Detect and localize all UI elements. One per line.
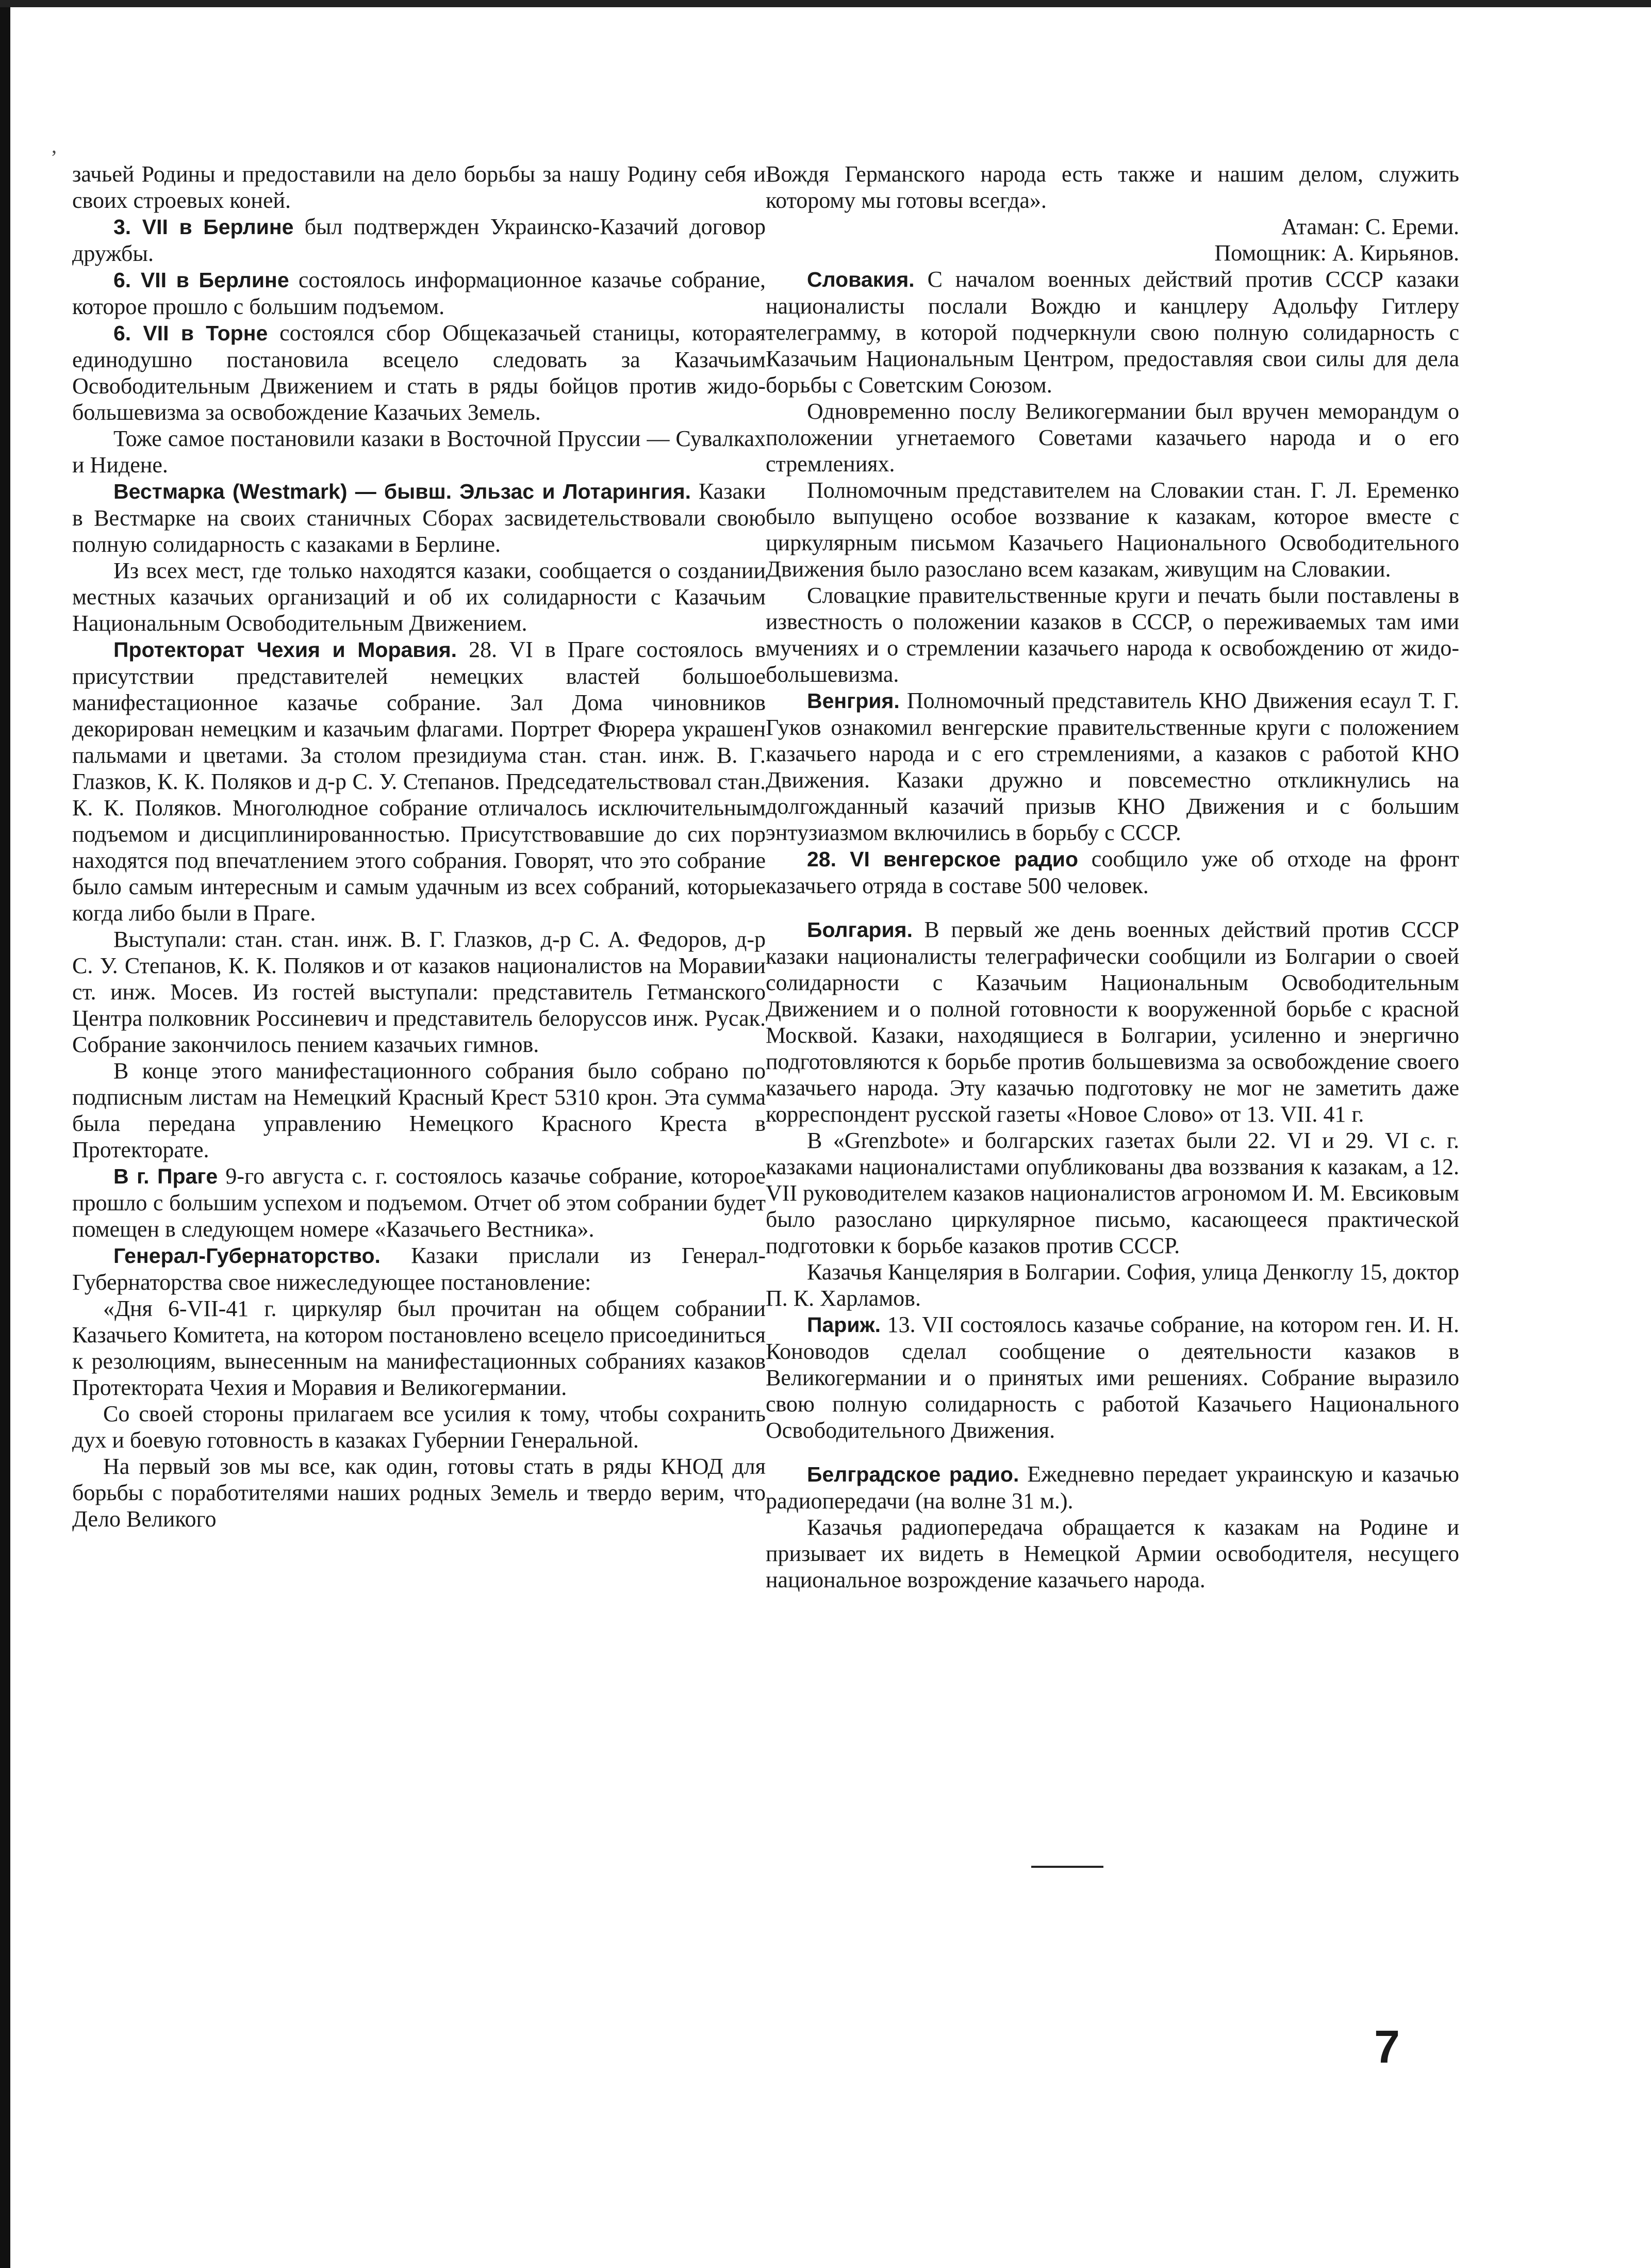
- paragraph-text: Казачья радиопередача обращается к казакам на Родине и призывает их видеть в Немецкой Армии освободителя, несущего национальное возрождение казачьего народа.: [766, 1515, 1459, 1592]
- paragraph-text: Тоже самое постановили казаки в Восточной Пруссии — Сувалках и Нидене.: [72, 426, 766, 478]
- quoted-paragraph: [72, 1453, 766, 1532]
- quoted-paragraph: [72, 1295, 766, 1401]
- section-heading: Словакия.: [807, 268, 915, 291]
- quoted-paragraph: [72, 1401, 766, 1453]
- signature-line: [766, 240, 1459, 266]
- section-heading: 28. VI венгерское радио: [807, 847, 1079, 871]
- paragraph-text: состоялось информационное казачье собрание, которое прошло с большим подъемом.: [72, 267, 766, 319]
- paragraph-text: Полномочным представителем на Словакии стан. Г. Л. Еременко было выпущено особое воззвание к казакам, которое вместе с циркулярным письмом Казачьего Национального Освободительного Движения было разослано всем казакам, живущим на Словакии.: [766, 478, 1459, 582]
- section-paragraph: [72, 267, 766, 320]
- right-column: [766, 161, 1459, 1593]
- section-heading: Венгрия.: [807, 689, 900, 713]
- signature-line: [766, 213, 1459, 240]
- paragraph: [766, 161, 1459, 213]
- paragraph-text: Одновременно послу Великогермании был вручен меморандум о положении угнетаемого Советами казачьего народа и о его стремлениях.: [766, 399, 1459, 476]
- paragraph-text: В конце этого манифестационного собрания было собрано по подписным листам на Немецкий Красный Крест 5310 крон. Эта сумма была передана управлению Немецкого Красного Креста в Протекторате.: [72, 1058, 766, 1162]
- paragraph-text: Ежедневно передает украинскую и казачью радиопередачи (на волне 31 м.).: [766, 1461, 1459, 1514]
- paragraph-text: Полномочный представитель КНО Движения есаул Т. Г. Гуков ознакомил венгерские правительственные круги с положением казачьего народа и с его стремлениями, а казаков с работой КНО Движения. Казаки дружно и повсеместно откликнулись на долгожданный казачий призыв КНО Движения и с большим энтузиазмом включились в борьбу с СССР.: [766, 688, 1459, 845]
- paragraph: [72, 425, 766, 478]
- section-heading: 6. VII в Берлине: [113, 268, 289, 292]
- section-paragraph: [72, 636, 766, 926]
- paragraph-text: Помощник: А. Кирьянов.: [1214, 240, 1459, 266]
- paragraph: [766, 1127, 1459, 1259]
- section-heading: Вестмарка (Westmark) — бывш. Эльзас и Лотарингия.: [113, 480, 691, 503]
- left-column: [72, 161, 766, 1532]
- paragraph-text: 13. VII состоялось казачье собрание, на котором ген. И. Н. Коноводов сделал сообщение о деятельности казаков в Великогермании и о принятых ими решениях. Собрание выразило свою полную солидарность с работой Казачьего Национального Освободительного Движения.: [766, 1312, 1459, 1443]
- section-heading: Белградское радио.: [807, 1462, 1019, 1486]
- paragraph-text: Выступали: стан. стан. инж. В. Г. Глазков, д-р С. А. Федоров, д-р С. У. Степанов, К. К. Поляков и от казаков националистов на Моравии ст. инж. Мосев. Из гостей выступали: представитель Гетманского Центра полковник Россиневич и представитель белоруссов инж. Русак. Собрание закончилось пением казачьих гимнов.: [72, 927, 766, 1057]
- paragraph: [72, 161, 766, 213]
- section-paragraph: [766, 846, 1459, 899]
- paragraph-text: «Дня 6-VII-41 г. циркуляр был прочитан на общем собрании Казачьего Комитета, на котором постановлено всецело присоединиться к резолюциям, вынесенным на манифестационных собраниях казаков Протектората Чехия и Моравия и Великогермании.: [72, 1296, 766, 1400]
- paragraph: [766, 477, 1459, 582]
- paragraph-text: Словацкие правительственные круги и печать были поставлены в известность о положении казаков в СССР, о переживаемых там ими мучениях и о стремлении казачьего народа к освобождению от жидо-большевизма.: [766, 583, 1459, 687]
- paragraph-text: Вождя Германского народа есть также и нашим делом, служить которому мы готовы всегда».: [766, 161, 1459, 213]
- section-heading: Протекторат Чехия и Моравия.: [113, 638, 457, 662]
- section-paragraph: [72, 213, 766, 267]
- paragraph: [766, 1514, 1459, 1593]
- section-paragraph: [766, 1461, 1459, 1514]
- paragraph-text: В «Grenzbote» и болгарских газетах были 22. VI и 29. VI с. г. казаками националистами опубликованы два воззвания к казакам, а 12. VII руководителем казаков националистов агрономом И. М. Евсиковым было разослано циркулярное письмо, касающееся практической подготовки к борьбе казаков против СССР.: [766, 1128, 1459, 1258]
- section-heading: Париж.: [807, 1313, 881, 1337]
- paragraph-text: Казаки в Вестмарке на своих станичных Сборах засвидетельствовали свою полную солидарность с казаками в Берлине.: [72, 479, 766, 557]
- section-heading: Генерал-Губернаторство.: [113, 1244, 381, 1268]
- page-top-edge: [0, 0, 1651, 7]
- paragraph-text: сообщило уже об отходе на фронт казачьего отряда в составе 500 человек.: [766, 846, 1459, 898]
- paragraph-text: На первый зов мы все, как один, готовы стать в ряды КНОД для борьбы с поработителями наших родных Земель и твердо верим, что Дело Великого: [72, 1454, 766, 1532]
- section-heading: В г. Праге: [113, 1164, 218, 1188]
- paragraph-text: С началом военных действий против СССР казаки националисты послали Вождю и канцлеру Адольфу Гитлеру телеграмму, в которой подчеркнули свою полную солидарность с Казачьим Национальным Центром, предоставляя свои силы для дела борьбы с Советским Союзом.: [766, 267, 1459, 398]
- paragraph-text: был подтвержден Украинско-Казачий договор дружбы.: [72, 214, 766, 266]
- paragraph-text: В первый же день военных действий против СССР казаки националисты телеграфически сообщили из Болгарии о своей солидарности с Казачьим Национальным Освободительным Движением и о полной готовности к вооруженной борьбе с красной Москвой. Казаки, находящиеся в Болгарии, усиленно и энергично подготовляются к борьбе против большевизма за освобождение своего казачьего народа. Эту казачью подготовку не мог не заметить даже корреспондент русской газеты «Новое Слово» от 13. VII. 41 г.: [766, 917, 1459, 1127]
- section-heading: 3. VII в Берлине: [113, 215, 294, 239]
- section-rule: [1031, 1866, 1103, 1868]
- section-paragraph: [766, 687, 1459, 846]
- paragraph-text: 28. VI в Праге состоялось в присутствии представителей немецких властей большое манифестационное казачье собрание. Зал Дома чиновников декорирован немецким и казачьим флагами. Портрет Фюрера украшен пальмами и цветами. За столом президиума стан. стан. инж. В. Г. Глазков, К. К. Поляков и д-р С. У. Степанов. Председательствовал стан. К. К. Поляков. Многолюдное собрание отличалось исключительным подъемом и дисциплинированностью. Присутствовавшие до сих пор находятся под впечатлением этого собрания. Говорят, что это собрание было самым интересным и самым удачным из всех собраний, которые когда либо были в Праге.: [72, 637, 766, 926]
- page-number: 7: [1374, 2022, 1400, 2073]
- section-paragraph: [72, 320, 766, 425]
- section-heading: Болгария.: [807, 918, 913, 942]
- paragraph: [766, 1259, 1459, 1311]
- section-paragraph: [72, 478, 766, 557]
- margin-mark: ʼ: [51, 146, 58, 169]
- paragraph-text: Казаки прислали из Генерал-Губернаторства свое нижеследующее постановление:: [72, 1243, 766, 1295]
- section-paragraph: [72, 1242, 766, 1295]
- paragraph-text: Со своей стороны прилагаем все усилия к тому, чтобы сохранить дух и боевую готовность в казаках Губернии Генеральной.: [72, 1401, 766, 1453]
- paragraph-text: Из всех мест, где только находятся казаки, сообщается о создании местных казачьих организаций и об их солидарности с Казачьим Национальным Освободительным Движением.: [72, 558, 766, 636]
- paragraph-text: зачьей Родины и предоставили на дело борьбы за нашу Родину себя и своих строевых коней.: [72, 161, 766, 213]
- paragraph-text: состоялся сбор Общеказачьей станицы, которая единодушно постановила всецело следовать за Казачьим Освободительным Движением и стать в ряды бойцов против жидо-большевизма за освобождение Казачьих Земель.: [72, 320, 766, 425]
- section-paragraph: [766, 266, 1459, 398]
- paragraph-gap: [766, 1443, 1459, 1461]
- paragraph-text: 9-го августа с. г. состоялось казачье собрание, которое прошло с большим успехом и подъемом. Отчет об этом собрании будет помещен в следующем номере «Казачьего Вестника».: [72, 1163, 766, 1242]
- paragraph-gap: [766, 899, 1459, 916]
- paragraph: [766, 398, 1459, 477]
- paragraph: [72, 557, 766, 636]
- section-heading: 6. VII в Торне: [113, 321, 268, 345]
- paragraph: [766, 582, 1459, 687]
- section-paragraph: [72, 1163, 766, 1242]
- section-paragraph: [766, 1311, 1459, 1443]
- section-paragraph: [766, 916, 1459, 1127]
- paragraph-text: Казачья Канцелярия в Болгарии. София, улица Денкоглу 15, доктор П. К. Харламов.: [766, 1259, 1459, 1311]
- paragraph: [72, 926, 766, 1058]
- page-left-edge: [0, 0, 10, 2268]
- paragraph: [72, 1058, 766, 1163]
- paragraph-text: Атаман: С. Ереми.: [1281, 214, 1459, 239]
